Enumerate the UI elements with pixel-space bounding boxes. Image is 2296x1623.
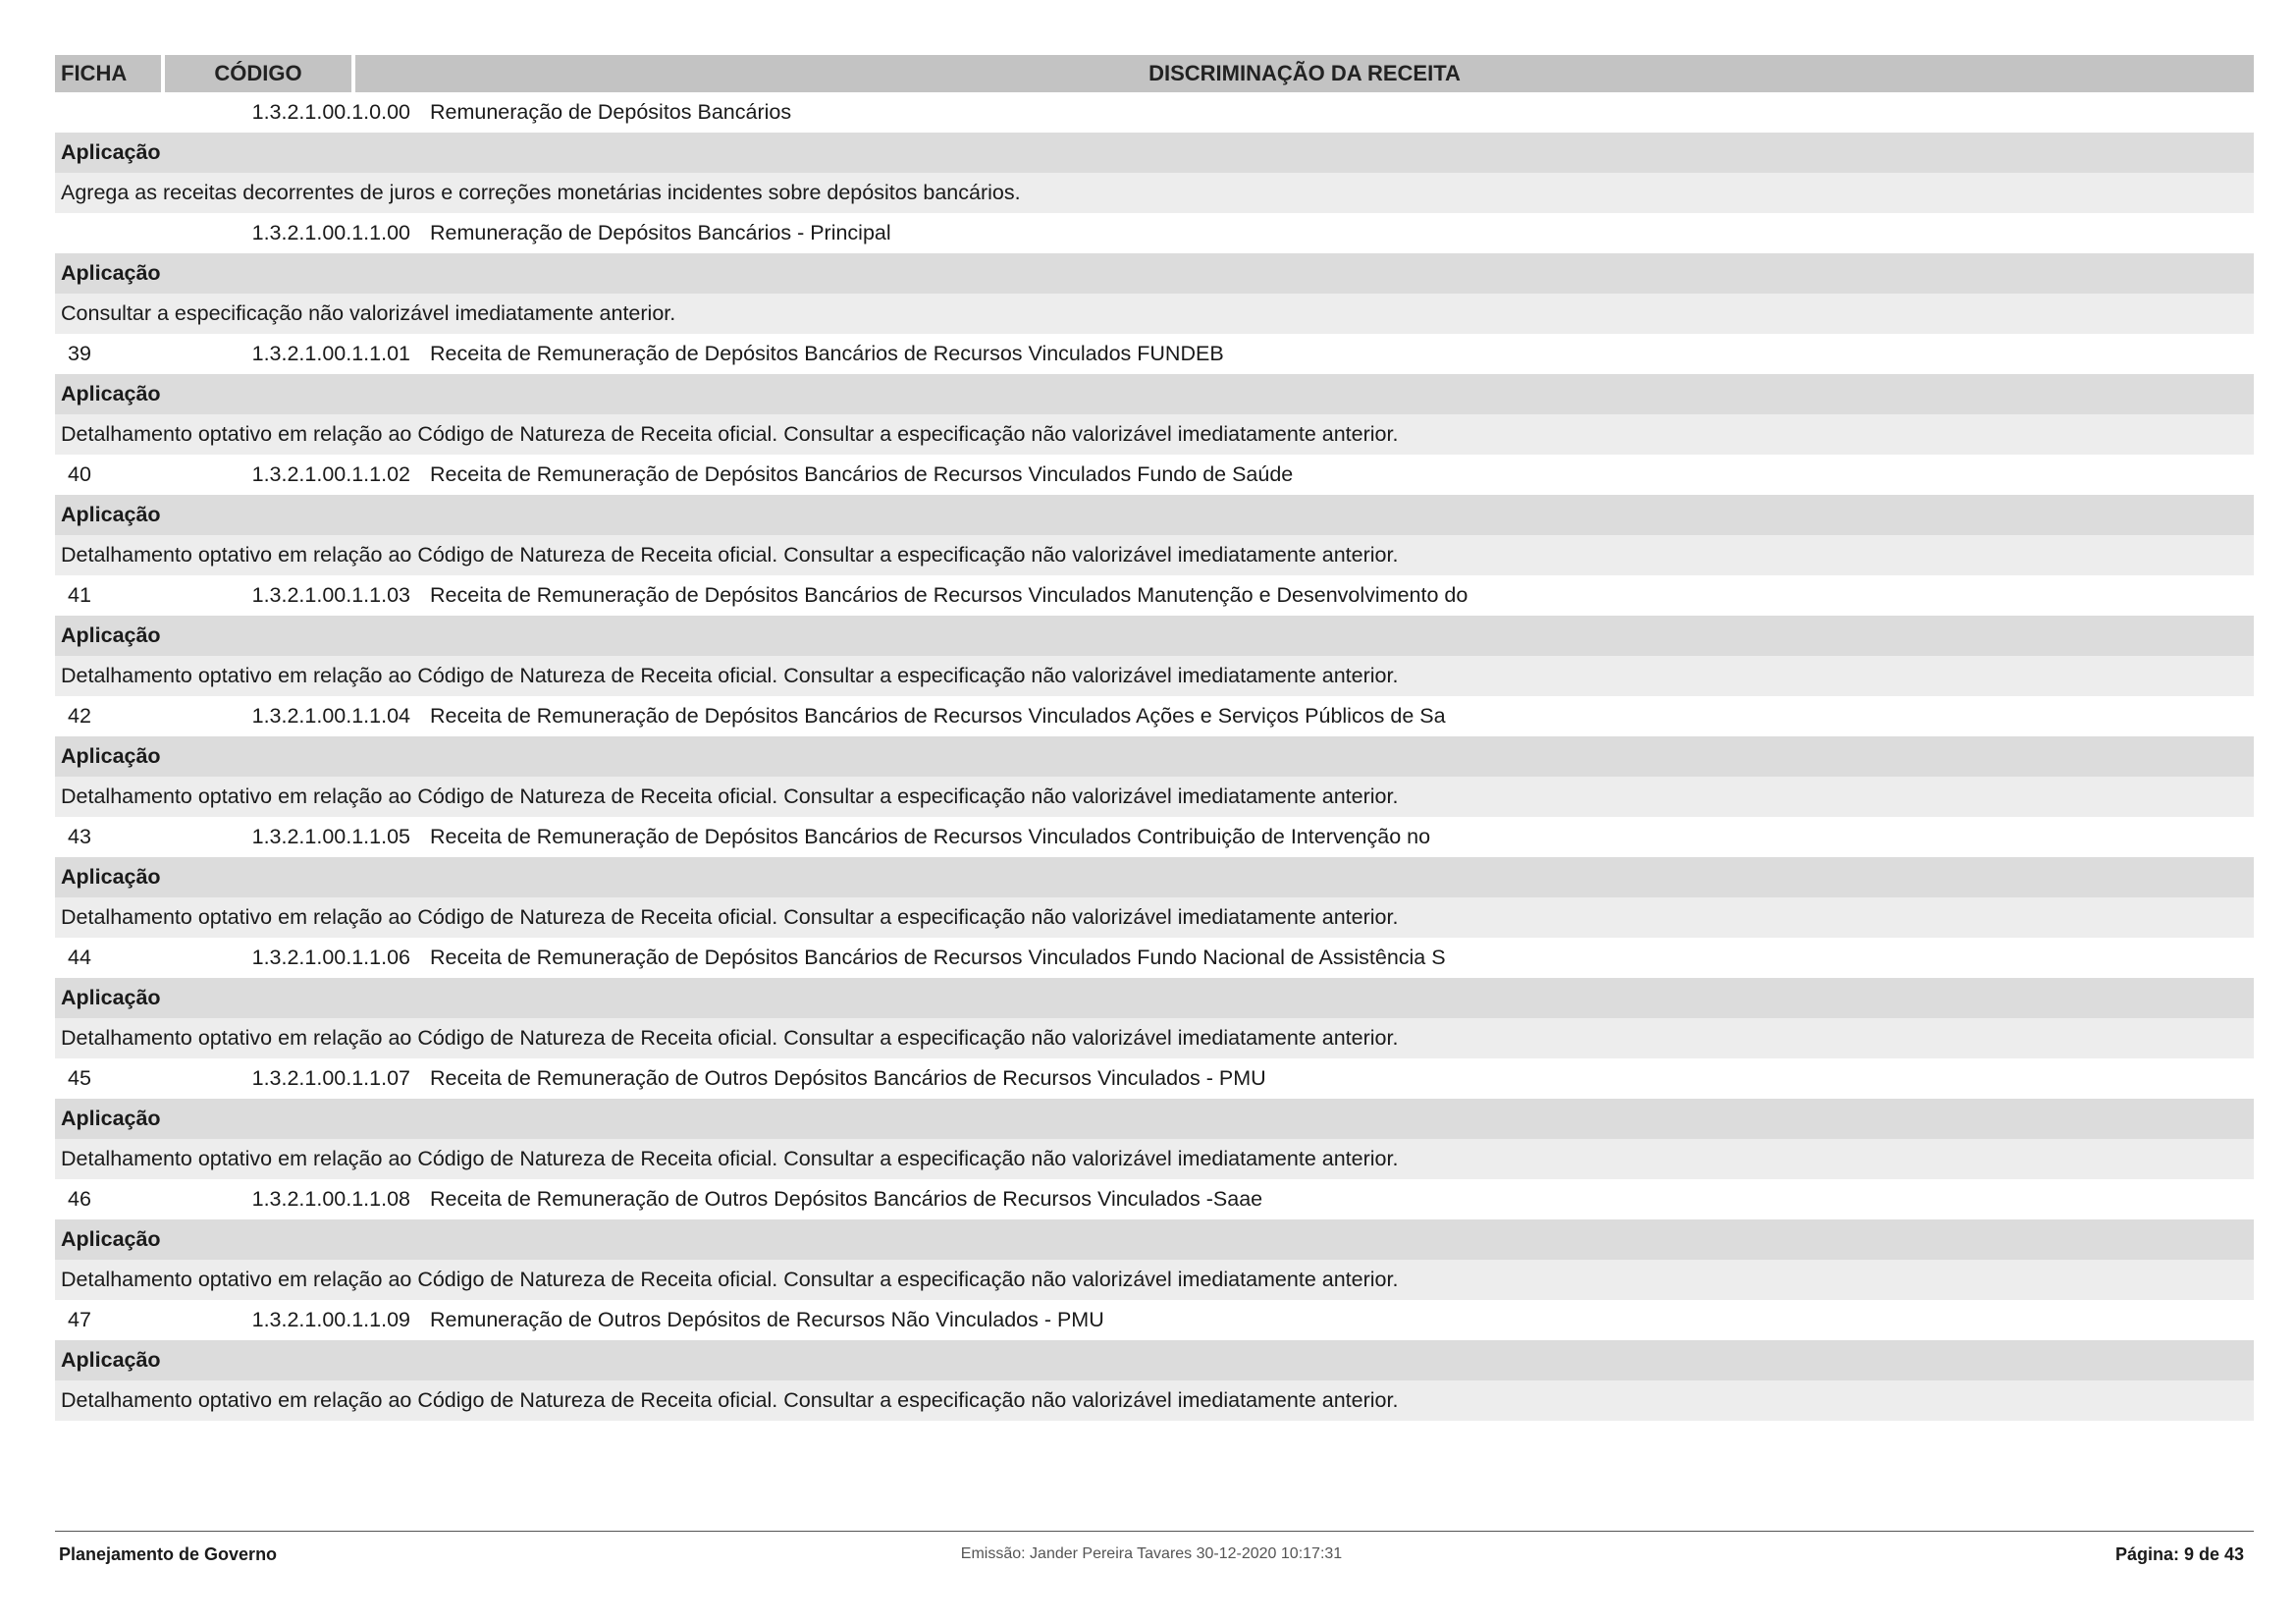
table-row bbox=[55, 696, 2254, 736]
ficha-number: 42 bbox=[68, 704, 91, 728]
table-row bbox=[55, 213, 2254, 253]
ficha-number: 40 bbox=[68, 462, 91, 486]
aplicacao-label: Aplicação bbox=[55, 736, 2254, 777]
table-row bbox=[55, 455, 2254, 495]
aplicacao-text: Detalhamento optativo em relação ao Código de Natureza de Receita oficial. Consultar a especificação não valorizável imediatamente anterior. bbox=[55, 1380, 2254, 1421]
ficha-number: 44 bbox=[68, 946, 91, 969]
ficha-number: 39 bbox=[68, 342, 91, 365]
revenue-description: Receita de Remuneração de Outros Depósitos Bancários de Recursos Vinculados -Saae bbox=[430, 1187, 1263, 1211]
table-row bbox=[55, 1179, 2254, 1219]
footer-page-number: Página: 9 de 43 bbox=[2114, 1543, 2244, 1564]
ficha-number: 45 bbox=[68, 1066, 91, 1090]
revenue-description: Receita de Remuneração de Depósitos Bancários de Recursos Vinculados FUNDEB bbox=[430, 342, 1224, 365]
table-body bbox=[55, 92, 2254, 1421]
revenue-code: 1.3.2.1.00.1.1.02 bbox=[251, 462, 410, 486]
header-ficha: FICHA bbox=[55, 55, 161, 92]
aplicacao-label: Aplicação bbox=[55, 1099, 2254, 1139]
table-header bbox=[55, 55, 2254, 92]
ficha-number: 47 bbox=[68, 1308, 91, 1331]
aplicacao-label: Aplicação bbox=[55, 1340, 2254, 1380]
revenue-code: 1.3.2.1.00.1.1.08 bbox=[251, 1187, 410, 1211]
table-row bbox=[55, 938, 2254, 978]
revenue-description: Receita de Remuneração de Outros Depósitos Bancários de Recursos Vinculados - PMU bbox=[430, 1066, 1266, 1090]
revenue-description: Receita de Remuneração de Depósitos Bancários de Recursos Vinculados Contribuição de Intervenção no bbox=[430, 825, 1431, 848]
aplicacao-text: Consultar a especificação não valorizável imediatamente anterior. bbox=[55, 294, 2254, 334]
aplicacao-label: Aplicação bbox=[55, 495, 2254, 535]
aplicacao-text: Detalhamento optativo em relação ao Código de Natureza de Receita oficial. Consultar a especificação não valorizável imediatamente anterior. bbox=[55, 1139, 2254, 1179]
revenue-description: Receita de Remuneração de Depósitos Bancários de Recursos Vinculados Manutenção e Desenvolvimento do bbox=[430, 583, 1468, 607]
header-codigo: CÓDIGO bbox=[165, 55, 351, 92]
aplicacao-label: Aplicação bbox=[55, 253, 2254, 294]
aplicacao-text: Detalhamento optativo em relação ao Código de Natureza de Receita oficial. Consultar a especificação não valorizável imediatamente anterior. bbox=[55, 535, 2254, 575]
ficha-number: 43 bbox=[68, 825, 91, 848]
revenue-code: 1.3.2.1.00.1.1.00 bbox=[251, 221, 410, 244]
ficha-number: 41 bbox=[68, 583, 91, 607]
aplicacao-text: Detalhamento optativo em relação ao Código de Natureza de Receita oficial. Consultar a especificação não valorizável imediatamente anterior. bbox=[55, 414, 2254, 455]
ficha-number: 46 bbox=[68, 1187, 91, 1211]
aplicacao-label: Aplicação bbox=[55, 1219, 2254, 1260]
aplicacao-text: Detalhamento optativo em relação ao Código de Natureza de Receita oficial. Consultar a especificação não valorizável imediatamente anterior. bbox=[55, 656, 2254, 696]
revenue-code: 1.3.2.1.00.1.1.06 bbox=[251, 946, 410, 969]
footer-emission: Emissão: Jander Pereira Tavares 30-12-2020 10:17:31 bbox=[960, 1545, 1343, 1562]
aplicacao-text: Detalhamento optativo em relação ao Código de Natureza de Receita oficial. Consultar a especificação não valorizável imediatamente anterior. bbox=[55, 897, 2254, 938]
aplicacao-label: Aplicação bbox=[55, 978, 2254, 1018]
revenue-description: Remuneração de Depósitos Bancários - Principal bbox=[430, 221, 891, 244]
header-discriminacao: DISCRIMINAÇÃO DA RECEITA bbox=[355, 55, 2254, 92]
table-row bbox=[55, 92, 2254, 133]
aplicacao-text: Detalhamento optativo em relação ao Código de Natureza de Receita oficial. Consultar a especificação não valorizável imediatamente anterior. bbox=[55, 777, 2254, 817]
revenue-code: 1.3.2.1.00.1.1.01 bbox=[251, 342, 410, 365]
aplicacao-text: Agrega as receitas decorrentes de juros e correções monetárias incidentes sobre depósitos bancários. bbox=[55, 173, 2254, 213]
revenue-code: 1.3.2.1.00.1.1.04 bbox=[251, 704, 410, 728]
revenue-description: Receita de Remuneração de Depósitos Bancários de Recursos Vinculados Fundo de Saúde bbox=[430, 462, 1294, 486]
aplicacao-label: Aplicação bbox=[55, 133, 2254, 173]
revenue-code: 1.3.2.1.00.1.1.05 bbox=[251, 825, 410, 848]
revenue-code: 1.3.2.1.00.1.1.09 bbox=[251, 1308, 410, 1331]
aplicacao-label: Aplicação bbox=[55, 857, 2254, 897]
revenue-description: Receita de Remuneração de Depósitos Bancários de Recursos Vinculados Fundo Nacional de Assistência S bbox=[430, 946, 1446, 969]
table-row bbox=[55, 1300, 2254, 1340]
revenue-code: 1.3.2.1.00.1.0.00 bbox=[251, 100, 410, 124]
revenue-code: 1.3.2.1.00.1.1.03 bbox=[251, 583, 410, 607]
aplicacao-text: Detalhamento optativo em relação ao Código de Natureza de Receita oficial. Consultar a especificação não valorizável imediatamente anterior. bbox=[55, 1260, 2254, 1300]
revenue-description: Remuneração de Depósitos Bancários bbox=[430, 100, 792, 124]
report-sheet bbox=[55, 55, 2254, 1421]
table-row bbox=[55, 334, 2254, 374]
aplicacao-text: Detalhamento optativo em relação ao Código de Natureza de Receita oficial. Consultar a especificação não valorizável imediatamente anterior. bbox=[55, 1018, 2254, 1058]
aplicacao-label: Aplicação bbox=[55, 374, 2254, 414]
revenue-code: 1.3.2.1.00.1.1.07 bbox=[251, 1066, 410, 1090]
table-row bbox=[55, 817, 2254, 857]
aplicacao-label: Aplicação bbox=[55, 616, 2254, 656]
revenue-description: Remuneração de Outros Depósitos de Recursos Não Vinculados - PMU bbox=[430, 1308, 1104, 1331]
footer-title: Planejamento de Governo bbox=[59, 1543, 278, 1564]
table-row bbox=[55, 575, 2254, 616]
table-row bbox=[55, 1058, 2254, 1099]
page-footer bbox=[59, 1540, 2250, 1569]
footer-divider bbox=[55, 1531, 2254, 1532]
revenue-description: Receita de Remuneração de Depósitos Bancários de Recursos Vinculados Ações e Serviços Públicos de Sa bbox=[430, 704, 1446, 728]
